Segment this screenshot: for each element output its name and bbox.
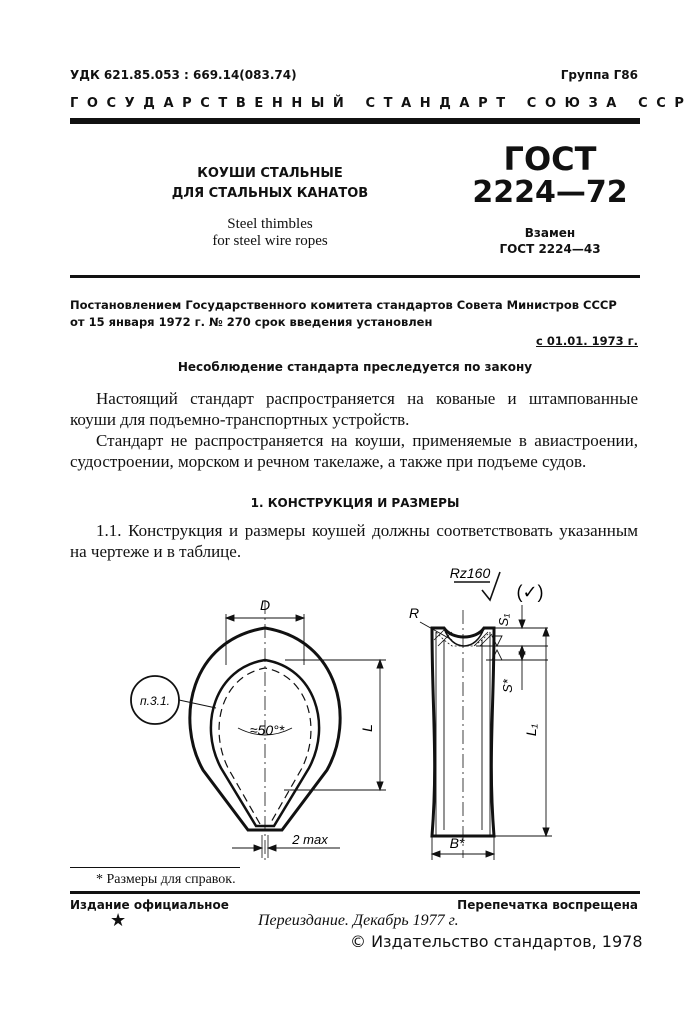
title-ru-line1: КОУШИ СТАЛЬНЫЕ xyxy=(197,166,343,181)
label-angle: ≈50°* xyxy=(249,722,285,738)
decree-line2: от 15 января 1972 г. № 270 срок введения установлен xyxy=(70,315,433,329)
footnote-rule xyxy=(70,867,240,868)
label-2max: 2 max xyxy=(292,832,328,847)
paragraph-scope-text: Настоящий стандарт распространяется на кованые и штампованные коуши для подъемно-транспортных устройств. xyxy=(70,389,638,429)
paragraph-1-1-text: 1.1. Конструкция и размеры коушей должны соответствовать указанным на чертеже и в таблице. xyxy=(70,521,638,561)
decree-line1: Постановлением Государственного комитета стандартов Совета Министров СССР xyxy=(70,298,617,312)
decree-date: с 01.01. 1973 г. xyxy=(536,334,638,348)
label-roughness-paren: (✓) xyxy=(516,582,544,602)
label-R: R xyxy=(408,605,420,621)
reprint-notice: Перепечатка воспрещена xyxy=(457,898,638,912)
label-B: B* xyxy=(449,835,465,851)
gost-label: ГОСТ xyxy=(503,140,597,178)
label-S: S* xyxy=(500,679,515,693)
title-en-line1: Steel thimbles xyxy=(227,216,313,232)
footer-rule xyxy=(70,891,640,894)
label-D: D xyxy=(259,597,271,613)
section-1-title: 1. КОНСТРУКЦИЯ И РАЗМЕРЫ xyxy=(250,496,460,510)
replaces-label: Взамен xyxy=(524,226,576,240)
label-S1: S₁ xyxy=(496,613,511,627)
label-L1: L₁ xyxy=(523,723,539,737)
gost-number: 2224—72 xyxy=(472,175,628,210)
edition-label: Издание официальное xyxy=(70,898,229,912)
side-view xyxy=(432,610,494,858)
dimension-S xyxy=(476,605,548,690)
law-warning: Несоблюдение стандарта преследуется по закону xyxy=(177,360,533,374)
label-L: L xyxy=(359,724,375,732)
footnote: * Размеры для справок. xyxy=(96,872,236,887)
reissue-note: Переиздание. Декабрь 1977 г. xyxy=(258,912,459,929)
copyright: © Издательство стандартов, 1978 xyxy=(350,932,643,951)
title-en-line2: for steel wire ropes xyxy=(212,233,328,249)
star-icon: ★ xyxy=(110,910,127,931)
label-ref: п.3.1. xyxy=(140,694,170,708)
replaces-number: ГОСТ 2224—43 xyxy=(499,242,601,256)
label-roughness: Rz160 xyxy=(449,565,491,581)
udk-code: УДК 621.85.053 : 669.14(083.74) xyxy=(70,68,297,82)
state-standard-heading: ГОСУДАРСТВЕННЫЙ СТАНДАРТ СОЮЗА ССР xyxy=(70,96,693,111)
group-code: Группа Г86 xyxy=(560,68,638,82)
title-ru-line2: ДЛЯ СТАЛЬНЫХ КАНАТОВ xyxy=(171,186,369,201)
paragraph-exclusions-text: Стандарт не распространяется на коуши, применяемые в авиастроении, судостроении, морском и речном такелаже, а также при подъеме судов. xyxy=(70,431,638,471)
